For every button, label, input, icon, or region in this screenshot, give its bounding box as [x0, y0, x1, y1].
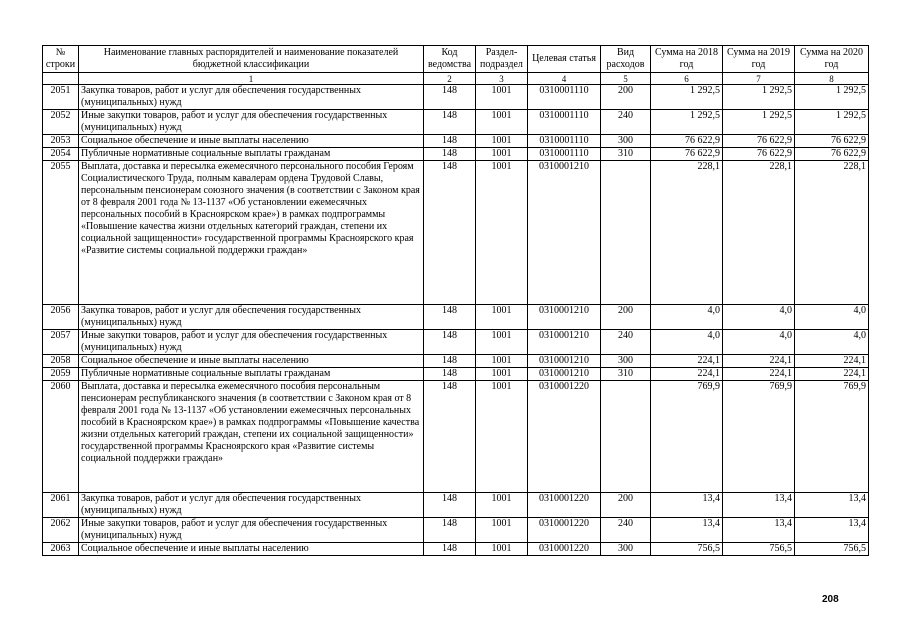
row-number: 2061 [43, 493, 79, 518]
row-exp-type: 300 [601, 355, 651, 368]
row-target: 0310001220 [528, 543, 601, 556]
row-dept: 148 [424, 518, 476, 543]
row-dept: 148 [424, 330, 476, 355]
row-dept: 148 [424, 135, 476, 148]
row-name: Выплата, доставка и пересылка ежемесячного персонального пособия Героям Социалистического Труда, полным кавалерам ордена Трудовой Славы, персональным пенсионерам союзного значения (в соответствии с Законом края от 8 февраля 2001 года № 13-1137 «Об установлении ежемесячных персональных пособий в Красноярском крае») в рамках подпрограммы «Повышение качества жизни отдельных категорий граждан, степени их социальной защищенности» государственной программы Красноярского края «Развитие системы социальной поддержки граждан» [79, 161, 424, 305]
budget-table [42, 45, 869, 556]
column-number: 3 [476, 73, 528, 85]
table-row [43, 305, 869, 330]
table-row [43, 148, 869, 161]
table-row [43, 381, 869, 493]
column-number: 4 [528, 73, 601, 85]
row-exp-type: 240 [601, 330, 651, 355]
row-target: 0310001110 [528, 148, 601, 161]
row-sum-2019: 224,1 [723, 368, 795, 381]
row-dept: 148 [424, 161, 476, 305]
row-name: Выплата, доставка и пересылка ежемесячного пособия персональным пенсионерам республиканского значения (в соответствии с Законом края от 8 февраля 2001 года № 13-1137 «Об установлении ежемесячных персональных пособий в Красноярском крае») в рамках подпрограммы «Повышение качества жизни отдельных категорий граждан, степени их социальной защищенности» государственной программы Красноярского края «Развитие системы социальной поддержки граждан» [79, 381, 424, 493]
row-target: 0310001110 [528, 135, 601, 148]
row-number: 2060 [43, 381, 79, 493]
row-sum-2020: 224,1 [795, 368, 869, 381]
row-sum-2020: 1 292,5 [795, 110, 869, 135]
column-number: 2 [424, 73, 476, 85]
row-section: 1001 [476, 355, 528, 368]
row-dept: 148 [424, 543, 476, 556]
row-sum-2019: 756,5 [723, 543, 795, 556]
row-sum-2020: 13,4 [795, 518, 869, 543]
row-exp-type: 240 [601, 110, 651, 135]
column-number [43, 73, 79, 85]
row-number: 2059 [43, 368, 79, 381]
row-target: 0310001210 [528, 355, 601, 368]
row-exp-type [601, 381, 651, 493]
table-row [43, 518, 869, 543]
header-row-no: № строки [43, 46, 79, 73]
row-sum-2020: 13,4 [795, 493, 869, 518]
row-number: 2053 [43, 135, 79, 148]
row-number: 2062 [43, 518, 79, 543]
row-name: Социальное обеспечение и иные выплаты населению [79, 543, 424, 556]
budget-table-sheet [42, 45, 868, 556]
row-dept: 148 [424, 368, 476, 381]
row-exp-type [601, 161, 651, 305]
row-name: Иные закупки товаров, работ и услуг для обеспечения государственных (муниципальных) нужд [79, 518, 424, 543]
row-exp-type: 200 [601, 305, 651, 330]
row-name: Закупка товаров, работ и услуг для обеспечения государственных (муниципальных) нужд [79, 85, 424, 110]
row-name: Публичные нормативные социальные выплаты гражданам [79, 148, 424, 161]
row-section: 1001 [476, 543, 528, 556]
row-name: Закупка товаров, работ и услуг для обеспечения государственных (муниципальных) нужд [79, 493, 424, 518]
row-sum-2019: 13,4 [723, 518, 795, 543]
row-sum-2018: 4,0 [651, 330, 723, 355]
column-number: 7 [723, 73, 795, 85]
row-exp-type: 240 [601, 518, 651, 543]
row-sum-2018: 1 292,5 [651, 85, 723, 110]
row-sum-2018: 224,1 [651, 368, 723, 381]
table-row [43, 135, 869, 148]
row-target: 0310001220 [528, 493, 601, 518]
column-number: 8 [795, 73, 869, 85]
row-target: 0310001110 [528, 110, 601, 135]
row-sum-2020: 224,1 [795, 355, 869, 368]
row-exp-type: 310 [601, 148, 651, 161]
row-dept: 148 [424, 148, 476, 161]
row-target: 0310001210 [528, 368, 601, 381]
row-number: 2054 [43, 148, 79, 161]
row-number: 2052 [43, 110, 79, 135]
row-exp-type: 200 [601, 85, 651, 110]
row-sum-2019: 1 292,5 [723, 110, 795, 135]
header-sum-2018: Сумма на 2018 год [651, 46, 723, 73]
row-sum-2019: 769,9 [723, 381, 795, 493]
row-exp-type: 200 [601, 493, 651, 518]
row-exp-type: 310 [601, 368, 651, 381]
row-sum-2020: 228,1 [795, 161, 869, 305]
row-number: 2057 [43, 330, 79, 355]
row-sum-2019: 228,1 [723, 161, 795, 305]
table-row [43, 110, 869, 135]
row-sum-2018: 1 292,5 [651, 110, 723, 135]
page-number: 208 [822, 594, 839, 605]
row-section: 1001 [476, 148, 528, 161]
table-row [43, 85, 869, 110]
header-dept-code: Код ведомства [424, 46, 476, 73]
row-target: 0310001210 [528, 305, 601, 330]
row-section: 1001 [476, 305, 528, 330]
row-section: 1001 [476, 518, 528, 543]
column-number: 6 [651, 73, 723, 85]
row-sum-2018: 769,9 [651, 381, 723, 493]
row-sum-2018: 756,5 [651, 543, 723, 556]
row-name: Закупка товаров, работ и услуг для обеспечения государственных (муниципальных) нужд [79, 305, 424, 330]
row-dept: 148 [424, 305, 476, 330]
row-sum-2020: 756,5 [795, 543, 869, 556]
header-sum-2020: Сумма на 2020 год [795, 46, 869, 73]
column-number: 1 [79, 73, 424, 85]
row-section: 1001 [476, 381, 528, 493]
row-dept: 148 [424, 85, 476, 110]
row-sum-2020: 4,0 [795, 305, 869, 330]
row-name: Публичные нормативные социальные выплаты гражданам [79, 368, 424, 381]
table-row [43, 355, 869, 368]
header-section: Раздел-подраздел [476, 46, 528, 73]
row-section: 1001 [476, 161, 528, 305]
row-sum-2018: 76 622,9 [651, 135, 723, 148]
table-row [43, 493, 869, 518]
row-section: 1001 [476, 85, 528, 110]
row-exp-type: 300 [601, 543, 651, 556]
row-sum-2019: 13,4 [723, 493, 795, 518]
row-number: 2051 [43, 85, 79, 110]
row-target: 0310001210 [528, 161, 601, 305]
row-target: 0310001110 [528, 85, 601, 110]
row-sum-2020: 769,9 [795, 381, 869, 493]
row-sum-2018: 76 622,9 [651, 148, 723, 161]
row-number: 2056 [43, 305, 79, 330]
row-section: 1001 [476, 110, 528, 135]
row-name: Социальное обеспечение и иные выплаты населению [79, 135, 424, 148]
row-sum-2019: 224,1 [723, 355, 795, 368]
row-name: Иные закупки товаров, работ и услуг для обеспечения государственных (муниципальных) нужд [79, 330, 424, 355]
row-sum-2020: 76 622,9 [795, 148, 869, 161]
row-name: Социальное обеспечение и иные выплаты населению [79, 355, 424, 368]
row-sum-2020: 1 292,5 [795, 85, 869, 110]
header-row [43, 46, 869, 73]
row-sum-2020: 76 622,9 [795, 135, 869, 148]
row-sum-2019: 4,0 [723, 305, 795, 330]
table-row [43, 368, 869, 381]
row-dept: 148 [424, 493, 476, 518]
row-sum-2018: 224,1 [651, 355, 723, 368]
row-number: 2055 [43, 161, 79, 305]
row-sum-2019: 76 622,9 [723, 148, 795, 161]
row-number: 2063 [43, 543, 79, 556]
row-sum-2018: 13,4 [651, 518, 723, 543]
row-exp-type: 300 [601, 135, 651, 148]
row-section: 1001 [476, 368, 528, 381]
table-row [43, 330, 869, 355]
row-sum-2018: 13,4 [651, 493, 723, 518]
row-sum-2019: 4,0 [723, 330, 795, 355]
table-row [43, 161, 869, 305]
header-sum-2019: Сумма на 2019 год [723, 46, 795, 73]
row-sum-2018: 4,0 [651, 305, 723, 330]
row-number: 2058 [43, 355, 79, 368]
row-dept: 148 [424, 110, 476, 135]
row-target: 0310001210 [528, 330, 601, 355]
row-section: 1001 [476, 493, 528, 518]
row-sum-2020: 4,0 [795, 330, 869, 355]
row-name: Иные закупки товаров, работ и услуг для обеспечения государственных (муниципальных) нужд [79, 110, 424, 135]
row-section: 1001 [476, 135, 528, 148]
header-exp-type: Вид расходов [601, 46, 651, 73]
row-section: 1001 [476, 330, 528, 355]
row-dept: 148 [424, 381, 476, 493]
table-row [43, 543, 869, 556]
header-target: Целевая статья [528, 46, 601, 73]
row-sum-2019: 1 292,5 [723, 85, 795, 110]
column-number-row [43, 73, 869, 85]
row-sum-2018: 228,1 [651, 161, 723, 305]
header-name: Наименование главных распорядителей и наименование показателей бюджетной классификации [79, 46, 424, 73]
column-number: 5 [601, 73, 651, 85]
row-target: 0310001220 [528, 518, 601, 543]
row-dept: 148 [424, 355, 476, 368]
row-target: 0310001220 [528, 381, 601, 493]
row-sum-2019: 76 622,9 [723, 135, 795, 148]
